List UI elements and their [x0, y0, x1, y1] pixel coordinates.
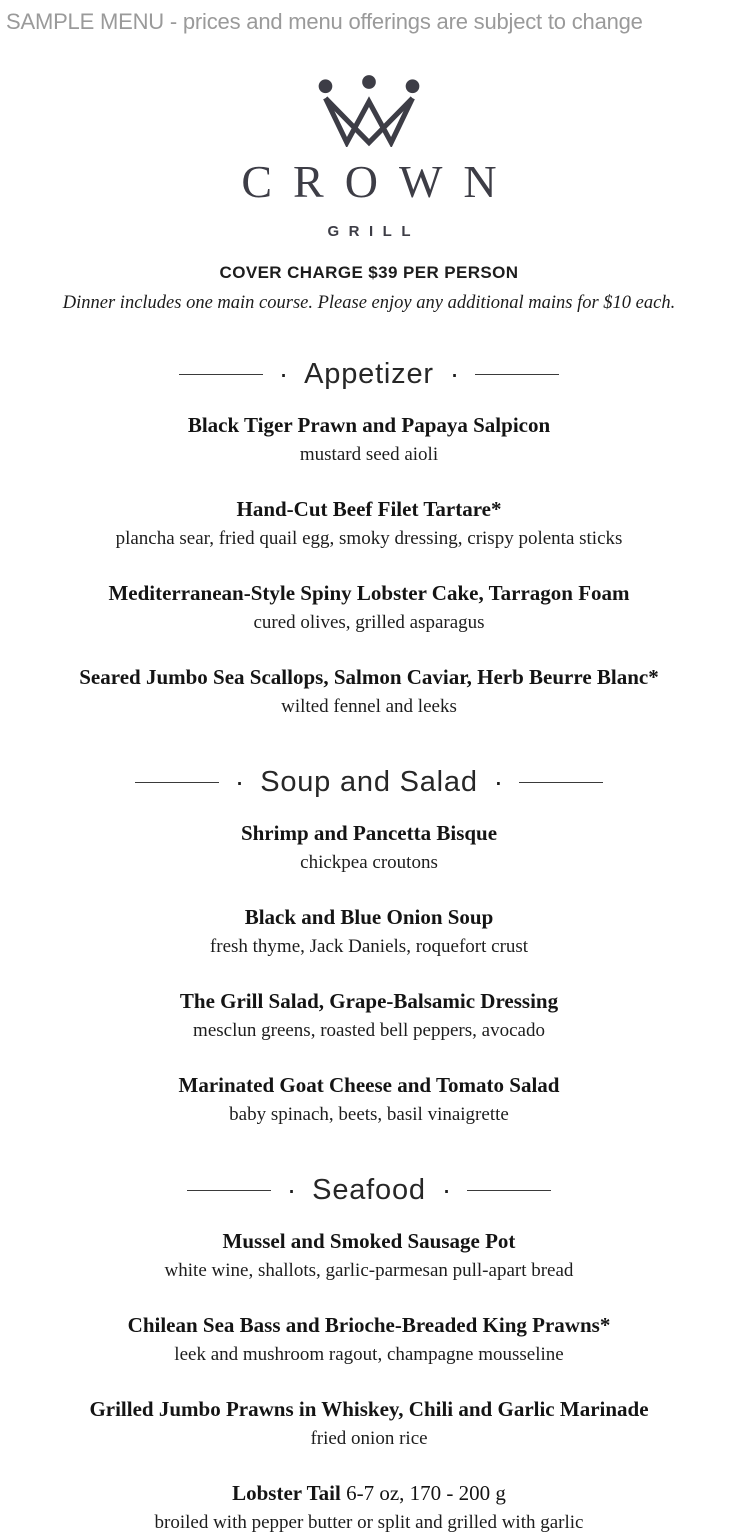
- section-title: Soup and Salad: [260, 765, 478, 798]
- item-description: mesclun greens, roasted bell peppers, avocado: [193, 1019, 545, 1041]
- section-title: Seafood: [312, 1173, 426, 1206]
- section-seafood: [0, 1174, 738, 1536]
- section-title: Appetizer: [304, 357, 434, 390]
- menu-item: [0, 1226, 738, 1286]
- menu-item: [0, 818, 738, 878]
- item-name: Mediterranean-Style Spiny Lobster Cake, Tarragon Foam: [108, 580, 630, 605]
- item-name: Seared Jumbo Sea Scallops, Salmon Caviar, Herb Beurre Blanc*: [79, 664, 659, 689]
- item-description: baby spinach, beets, basil vinaigrette: [229, 1103, 509, 1125]
- menu-item: [0, 1310, 738, 1370]
- item-name: Black Tiger Prawn and Papaya Salpicon: [187, 412, 551, 437]
- brand-name: CROWN: [241, 156, 518, 207]
- section-rule-right: [519, 782, 603, 783]
- item-name: Marinated Goat Cheese and Tomato Salad: [178, 1072, 560, 1097]
- section-rule-left: [135, 782, 219, 783]
- section-soup-and-salad: [0, 766, 738, 1130]
- item-description: chickpea croutons: [300, 851, 438, 873]
- section-header: [0, 766, 738, 799]
- item-name: Grilled Jumbo Prawns in Whiskey, Chili and Garlic Marinade: [89, 1396, 649, 1421]
- menu-item: [0, 1394, 738, 1454]
- menu-item: [0, 578, 738, 638]
- item-name-detail: 6-7 oz, 170 - 200 g: [346, 1480, 506, 1505]
- item-name-bold: Lobster Tail: [232, 1480, 347, 1505]
- menu-item: [0, 902, 738, 962]
- crown-icon: [305, 75, 433, 147]
- menu-note: Dinner includes one main course. Please enjoy any additional mains for $10 each.: [62, 292, 676, 313]
- item-name: Black and Blue Onion Soup: [244, 904, 494, 929]
- section-rule-left: [179, 374, 263, 375]
- section-header: [0, 358, 738, 391]
- section-header: [0, 1174, 738, 1207]
- brand-block: [0, 75, 738, 240]
- section-bullet: ·: [449, 358, 460, 390]
- item-name: Chilean Sea Bass and Brioche-Breaded King Prawns*: [127, 1312, 611, 1337]
- item-description: fresh thyme, Jack Daniels, roquefort crust: [209, 935, 529, 957]
- brand-subname: GRILL: [327, 222, 420, 240]
- menu-item: [0, 662, 738, 722]
- item-name: [0, 1478, 738, 1508]
- menu-item: [0, 1070, 738, 1130]
- item-description: wilted fennel and leeks: [281, 695, 457, 717]
- menu-item: [0, 494, 738, 554]
- item-description: mustard seed aioli: [299, 443, 439, 465]
- section-appetizer: [0, 358, 738, 722]
- section-bullet: ·: [441, 1174, 452, 1206]
- section-bullet: ·: [286, 1174, 297, 1206]
- item-description: plancha sear, fried quail egg, smoky dressing, crispy polenta sticks: [115, 527, 623, 549]
- item-description: broiled with pepper butter or split and grilled with garlic: [154, 1511, 584, 1533]
- item-name: Mussel and Smoked Sausage Pot: [222, 1228, 516, 1253]
- menu-item: [0, 410, 738, 470]
- sample-menu-disclaimer: SAMPLE MENU - prices and menu offerings are subject to change: [6, 9, 643, 34]
- item-description: white wine, shallots, garlic-parmesan pull-apart bread: [164, 1259, 574, 1281]
- menu-item: [0, 1478, 738, 1536]
- item-description: leek and mushroom ragout, champagne mousseline: [174, 1343, 564, 1365]
- item-description: fried onion rice: [310, 1427, 428, 1449]
- section-rule-left: [187, 1190, 271, 1191]
- item-name: Shrimp and Pancetta Bisque: [240, 820, 498, 845]
- section-bullet: ·: [278, 358, 289, 390]
- item-name: The Grill Salad, Grape-Balsamic Dressing: [179, 988, 559, 1013]
- section-bullet: ·: [234, 766, 245, 798]
- section-rule-right: [475, 374, 559, 375]
- section-rule-right: [467, 1190, 551, 1191]
- section-bullet: ·: [493, 766, 504, 798]
- item-name: Hand-Cut Beef Filet Tartare*: [236, 496, 502, 521]
- menu-item: [0, 986, 738, 1046]
- cover-charge: COVER CHARGE $39 PER PERSON: [219, 262, 519, 282]
- item-description: cured olives, grilled asparagus: [253, 611, 485, 633]
